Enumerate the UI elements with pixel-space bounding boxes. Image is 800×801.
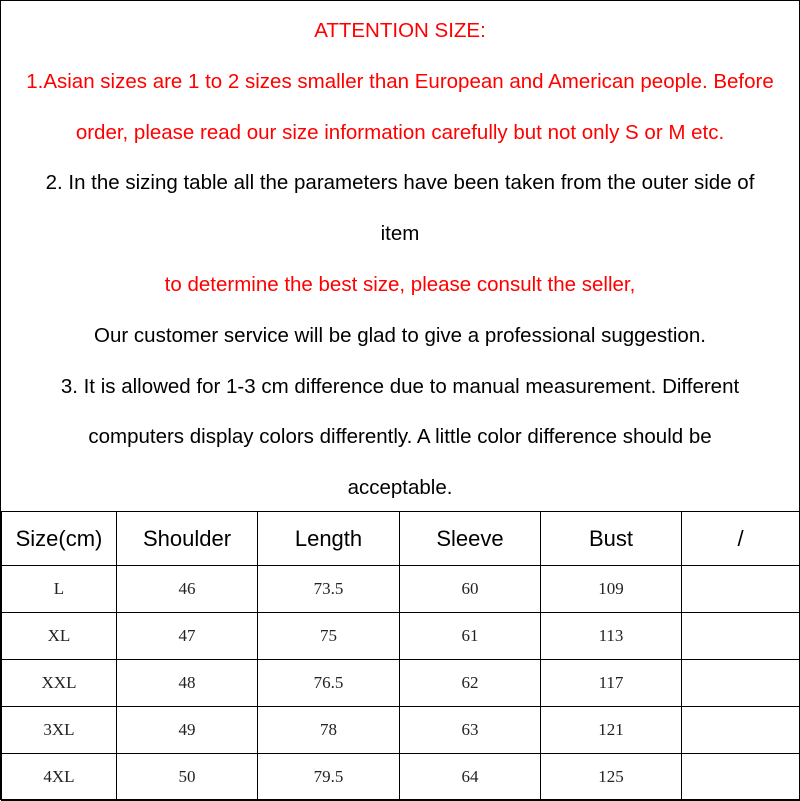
cell-length: 79.5 xyxy=(258,754,400,801)
cell-shoulder: 48 xyxy=(117,660,258,707)
cell-shoulder: 50 xyxy=(117,754,258,801)
table-row xyxy=(2,707,800,754)
header-size: Size(cm) xyxy=(2,512,117,566)
cell-empty xyxy=(682,707,800,754)
cell-empty xyxy=(682,566,800,613)
size-table xyxy=(1,511,800,801)
cell-length: 73.5 xyxy=(258,566,400,613)
cell-size: 4XL xyxy=(2,754,117,801)
cell-sleeve: 62 xyxy=(400,660,541,707)
cell-sleeve: 61 xyxy=(400,613,541,660)
table-row xyxy=(2,566,800,613)
cell-length: 76.5 xyxy=(258,660,400,707)
table-row xyxy=(2,754,800,801)
cell-empty xyxy=(682,613,800,660)
cell-bust: 113 xyxy=(541,613,682,660)
notice-line: acceptable. xyxy=(347,476,453,500)
header-sleeve: Sleeve xyxy=(400,512,541,566)
cell-bust: 125 xyxy=(541,754,682,801)
notice-line: computers display colors differently. A little color difference should be xyxy=(88,425,712,449)
notice-line: 3. It is allowed for 1-3 cm difference due to manual measurement. Different xyxy=(60,374,740,398)
header-bust: Bust xyxy=(541,512,682,566)
notice-line: item xyxy=(380,222,420,246)
cell-size: L xyxy=(2,566,117,613)
notice-line: 1.Asian sizes are 1 to 2 sizes smaller than European and American people. Before xyxy=(26,69,774,93)
cell-shoulder: 46 xyxy=(117,566,258,613)
notice-line: to determine the best size, please consult the seller, xyxy=(164,272,636,296)
table-row xyxy=(2,613,800,660)
cell-bust: 109 xyxy=(541,566,682,613)
notice-line: 2. In the sizing table all the parameters have been taken from the outer side of xyxy=(45,171,755,195)
cell-sleeve: 60 xyxy=(400,566,541,613)
header-length: Length xyxy=(258,512,400,566)
cell-sleeve: 63 xyxy=(400,707,541,754)
attention-notice xyxy=(1,6,799,514)
header-shoulder: Shoulder xyxy=(117,512,258,566)
cell-empty xyxy=(682,660,800,707)
cell-empty xyxy=(682,754,800,801)
notice-line: order, please read our size information carefully but not only S or M etc. xyxy=(75,120,725,144)
cell-size: XL xyxy=(2,613,117,660)
cell-shoulder: 49 xyxy=(117,707,258,754)
cell-length: 78 xyxy=(258,707,400,754)
cell-bust: 117 xyxy=(541,660,682,707)
cell-sleeve: 64 xyxy=(400,754,541,801)
cell-bust: 121 xyxy=(541,707,682,754)
header-slash: / xyxy=(682,512,800,566)
cell-size: 3XL xyxy=(2,707,117,754)
cell-size: XXL xyxy=(2,660,117,707)
cell-length: 75 xyxy=(258,613,400,660)
notice-line: Our customer service will be glad to give a professional suggestion. xyxy=(94,323,706,347)
table-row xyxy=(2,660,800,707)
cell-shoulder: 47 xyxy=(117,613,258,660)
table-header-row xyxy=(2,512,800,566)
notice-title: ATTENTION SIZE: xyxy=(314,19,486,42)
